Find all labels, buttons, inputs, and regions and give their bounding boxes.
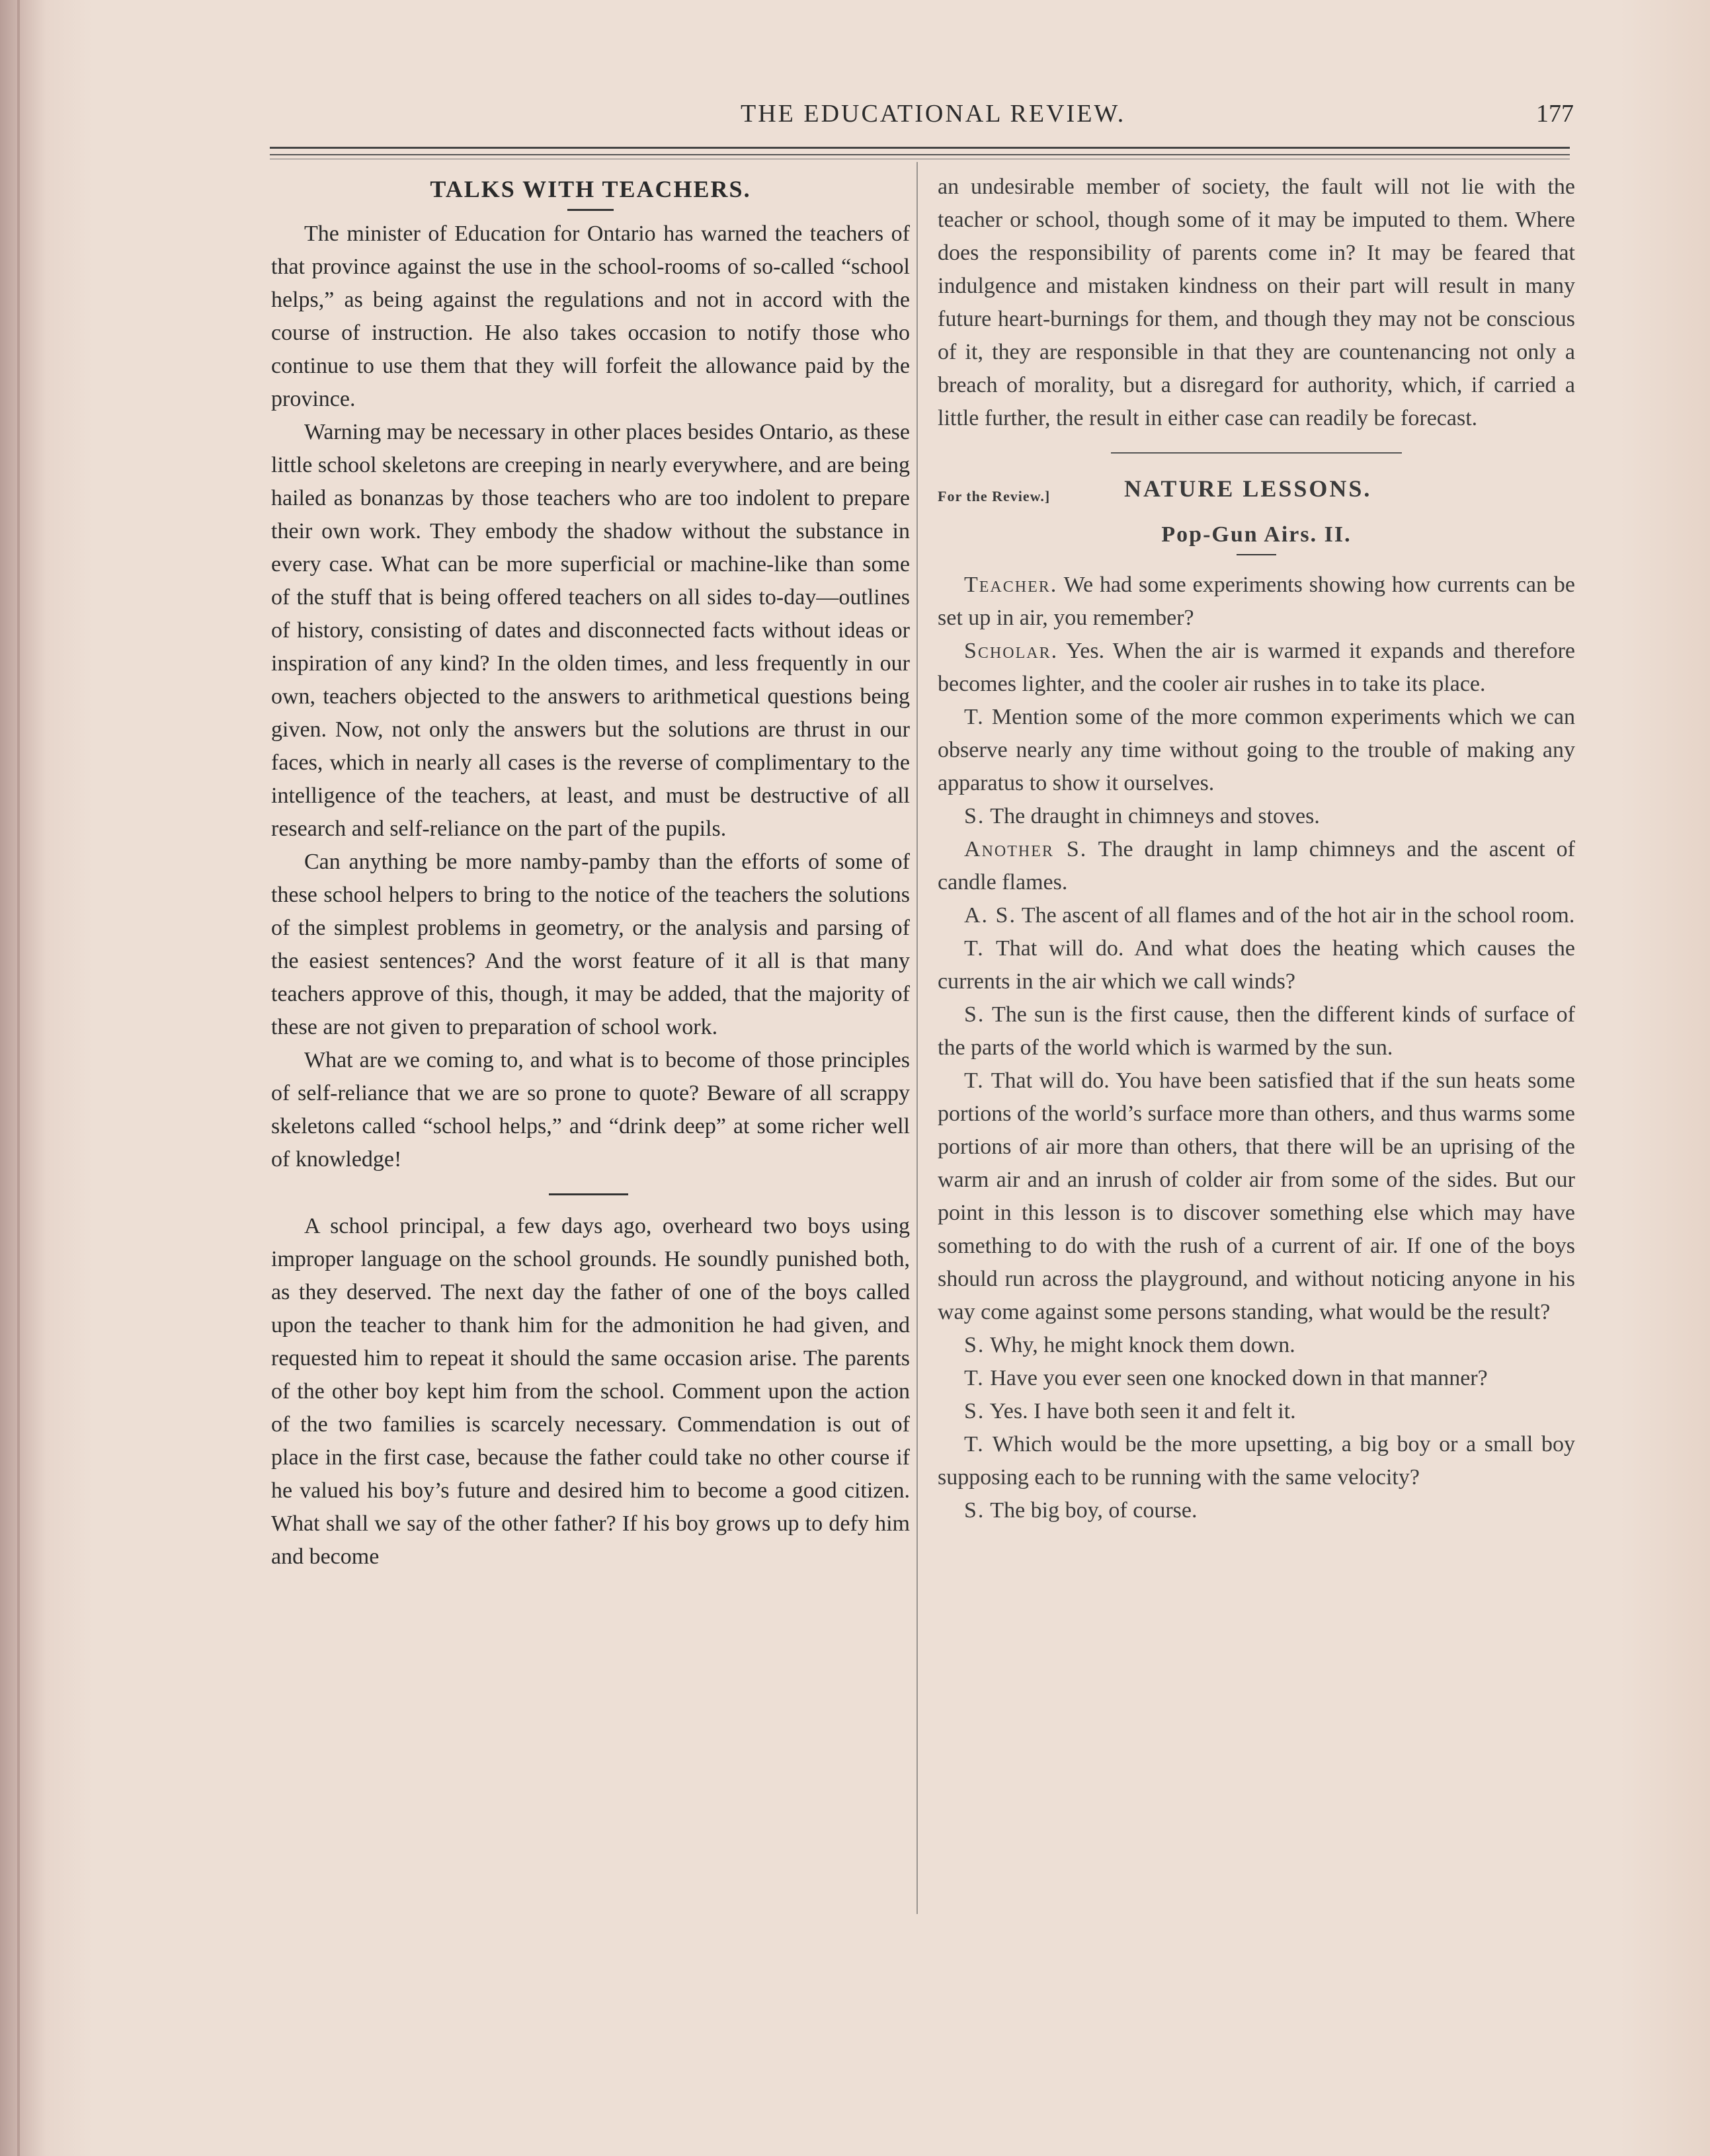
dialogue-line — [938, 1428, 1575, 1494]
speaker-label: T. — [964, 1068, 985, 1093]
header-rule-double — [270, 154, 1570, 155]
dialogue-line — [938, 1064, 1575, 1329]
dialogue-text: That will do. And what does the heating which causes the currents in the air which we call winds? — [938, 936, 1575, 994]
speaker-label: A. S. — [964, 903, 1016, 928]
dialogue-line — [938, 998, 1575, 1064]
lesson-subtitle: Pop-Gun Airs. II. — [1161, 522, 1352, 547]
paragraph: The minister of Education for Ontario has warned the teachers of that province against the use in the school-rooms of so-called “school helps,” as being against the regulations and not in accord with the course of instruction. He also takes occasion to notify those who continue to use them that they will forfeit the allowance paid by the province. — [271, 221, 910, 411]
speaker-label: Another S. — [964, 837, 1088, 861]
dialogue-text: The draught in chimneys and stoves. — [985, 804, 1320, 828]
section-heading-talks: TALKS WITH TEACHERS. — [430, 176, 751, 202]
for-the-review-credit: For the Review.] — [938, 488, 1051, 504]
dialogue-line — [938, 569, 1575, 635]
paragraph: What are we coming to, and what is to become of those principles of self-reliance that we are so prone to quote? Beware of all scrappy skeletons called “school helps,” and “drink deep” at some richer well of knowledge! — [271, 1048, 910, 1172]
speaker-label: Scholar. — [964, 639, 1059, 663]
section-heading-nature: NATURE LESSONS. — [1124, 475, 1372, 502]
dialogue-line — [938, 800, 1575, 833]
nature-lessons-heading — [938, 472, 1575, 512]
paragraph: Can anything be more namby-pamby than the efforts of some of these school helpers to bring to the notice of the teachers the solutions of the simplest problems in geometry, or the analysis and parsing of the easiest sentences? And the worst feature of it all is that many teachers approve of this, though, it may be added, that the majority of these are not given to preparation of school work. — [271, 850, 910, 1039]
dialogue-line — [938, 1362, 1575, 1395]
dialogue-text: Yes. I have both seen it and felt it. — [985, 1399, 1296, 1423]
dialogue-text: Mention some of the more common experiments which we can observe nearly any time without going to the trouble of making any apparatus to show it ourselves. — [938, 705, 1575, 795]
page-number: 177 — [1536, 100, 1574, 128]
running-header — [265, 99, 1574, 139]
dialogue-line — [938, 833, 1575, 899]
speaker-label: T. — [964, 1432, 985, 1457]
dialogue-text: The big boy, of course. — [985, 1498, 1198, 1523]
speaker-label: T. — [964, 705, 985, 729]
dialogue-line — [938, 1395, 1575, 1428]
speaker-label: S. — [964, 1002, 985, 1027]
dialogue-line — [938, 1329, 1575, 1362]
section-separator — [1111, 452, 1402, 454]
dialogue-text: The ascent of all flames and of the hot air in the school room. — [1016, 903, 1575, 928]
dialogue-text: Which would be the more upsetting, a big boy or a small boy supposing each to be running with the same velocity? — [938, 1432, 1575, 1490]
dialogue — [938, 569, 1575, 1527]
dialogue-text: We had some experiments showing how currents can be set up in air, you remember? — [938, 573, 1575, 630]
paragraph: Warning may be necessary in other places besides Ontario, as these little school skeletons are creeping in nearly everywhere, and are being hailed as bonanzas by those teachers who are too indolent to prepare their own work. They embody the shadow without the substance in every case. What can be more superficial or machine-like than some of the stuff that is being offered teachers on all sides to-day—outlines of history, consisting of dates and disconnected facts without ideas or inspiration of any kind? In the olden times, and less frequently in our own, teachers objected to the answers to arithmetical questions being given. Now, not only the answers but the solutions are thrust in our faces, which in nearly all cases is the reverse of complimentary to the intelligence of the teachers, at least, and must be destructive of all research and self-reliance on the part of the pupils. — [271, 420, 910, 841]
dialogue-line — [938, 899, 1575, 932]
speaker-label: T. — [964, 1366, 985, 1390]
paragraph: A school principal, a few days ago, overheard two boys using improper language on the school grounds. He soundly punished both, as they deserved. The next day the father of one of the boys called upon the teacher to thank him for the admonition he had given, and requested him to repeat it should the same occasion arise. The parents of the other boy kept him from the school. Comment upon the action of the two families is scarcely necessary. Commendation is out of place in the first case, because the father could take no other course if he valued his boy’s future and desired him to become a good citizen. What shall we say of the other father? If his boy grows up to defy him and become — [271, 1214, 910, 1569]
dialogue-text: Why, he might knock them down. — [985, 1333, 1295, 1357]
section-separator — [549, 1193, 628, 1195]
speaker-label: T. — [964, 936, 985, 961]
dialogue-text: Yes. When the air is warmed it expands and therefore becomes lighter, and the cooler air rushes in to take its place. — [938, 639, 1575, 696]
speaker-label: S. — [964, 1498, 985, 1523]
subtitle-rule — [1237, 554, 1276, 555]
journal-title: THE EDUCATIONAL REVIEW. — [741, 100, 1126, 128]
dialogue-line — [938, 701, 1575, 800]
dialogue-text: The draught in lamp chimneys and the ascent of candle flames. — [938, 837, 1575, 895]
continued-paragraph: an undesirable member of society, the fault will not lie with the teacher or school, though some of it may be imputed to them. Where does the responsibility of parents come in? It may be feared that indulgence and mistaken kindness on their part will result in many future heart-burnings for them, and though they may not be conscious of it, they are responsible in that they are countenancing not only a breach of morality, but a disregard for authority, which, if carried a little further, the result in either case can readily be forecast. — [938, 175, 1575, 430]
speaker-label: S. — [964, 1333, 985, 1357]
dialogue-text: The sun is the first cause, then the different kinds of surface of the parts of the world which is warmed by the sun. — [938, 1002, 1575, 1060]
binding-edge — [17, 0, 20, 2156]
column-divider — [916, 162, 918, 1914]
dialogue-text: Have you ever seen one knocked down in that manner? — [984, 1366, 1488, 1390]
speaker-label: Teacher. — [964, 573, 1058, 597]
speaker-label: S. — [964, 1399, 985, 1423]
dialogue-text: That will do. You have been satisfied that if the sun heats some portions of the world’s surface more than others, and thus warms some portions of air more than others, that there will be an uprising of the warm air and an inrush of colder air from some of the sides. But our point in this lesson is to discover something else which may have something to do with the rush of a current of air. If one of the boys should run across the playground, and without noticing anyone in his way come against some persons standing, what would be the result? — [938, 1068, 1575, 1324]
left-column — [271, 173, 910, 1574]
dialogue-line — [938, 635, 1575, 701]
heading-rule — [567, 209, 614, 211]
right-column — [938, 171, 1575, 1527]
dialogue-line — [938, 1494, 1575, 1527]
header-rule — [270, 147, 1570, 149]
dialogue-line — [938, 932, 1575, 998]
speaker-label: S. — [964, 804, 985, 828]
